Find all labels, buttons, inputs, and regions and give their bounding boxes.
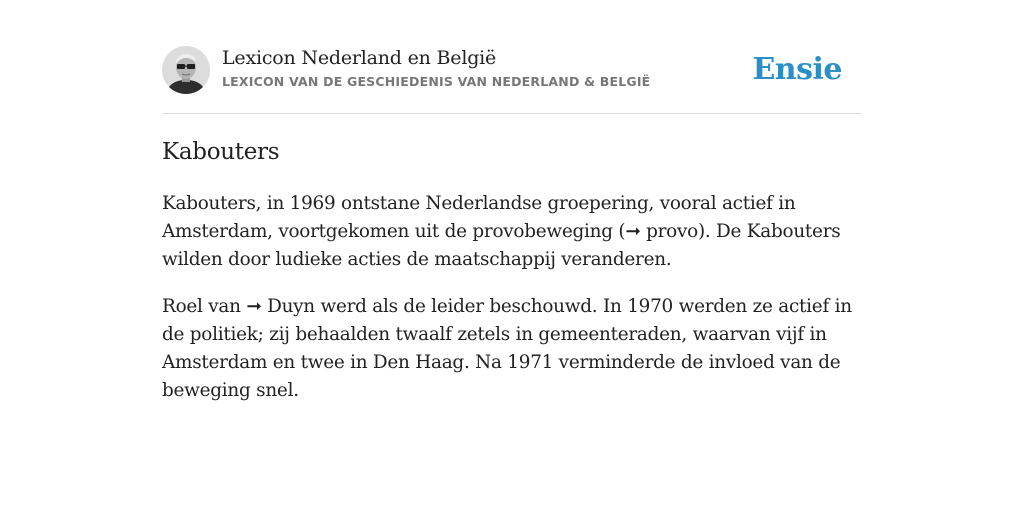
crossref-link-duyn[interactable]: ➞ Duyn (246, 296, 315, 317)
page-container (162, 46, 862, 401)
paragraph-text: werd als de leider beschouwd. In 1970 werden ze actief in de politiek; zij behaalden twaalf zetels in gemeenteraden, waarvan vijf in Amsterdam en twee in Den Haag. Na 1971 verminderde de invloed van de beweging snel. (162, 296, 852, 401)
avatar-portrait-icon (162, 46, 210, 94)
header (162, 46, 862, 96)
site-subtitle: LEXICON VAN DE GESCHIEDENIS VAN NEDERLAND & BELGIË (222, 74, 651, 89)
crossref-link-provo[interactable]: ➞ provo (625, 221, 698, 242)
article-body (162, 190, 862, 424)
paragraph-text: ). De Kabouters wilden door ludieke acties de maatschappij veranderen. (162, 221, 841, 270)
site-title[interactable]: Lexicon Nederland en België (222, 47, 497, 69)
header-divider (162, 113, 862, 114)
paragraph-text: Roel van (162, 296, 247, 317)
author-avatar[interactable] (162, 46, 210, 94)
article-paragraph-1 (162, 190, 862, 274)
article-title: Kabouters (162, 139, 280, 165)
ensie-logo-link[interactable]: Ensie (752, 52, 842, 87)
paragraph-text: Kabouters, in 1969 ontstane Nederlandse groepering, vooral actief in Amsterdam, voortgekomen uit de provobeweging ( (162, 193, 796, 242)
article-paragraph-2 (162, 293, 862, 405)
site-titles (222, 46, 650, 94)
